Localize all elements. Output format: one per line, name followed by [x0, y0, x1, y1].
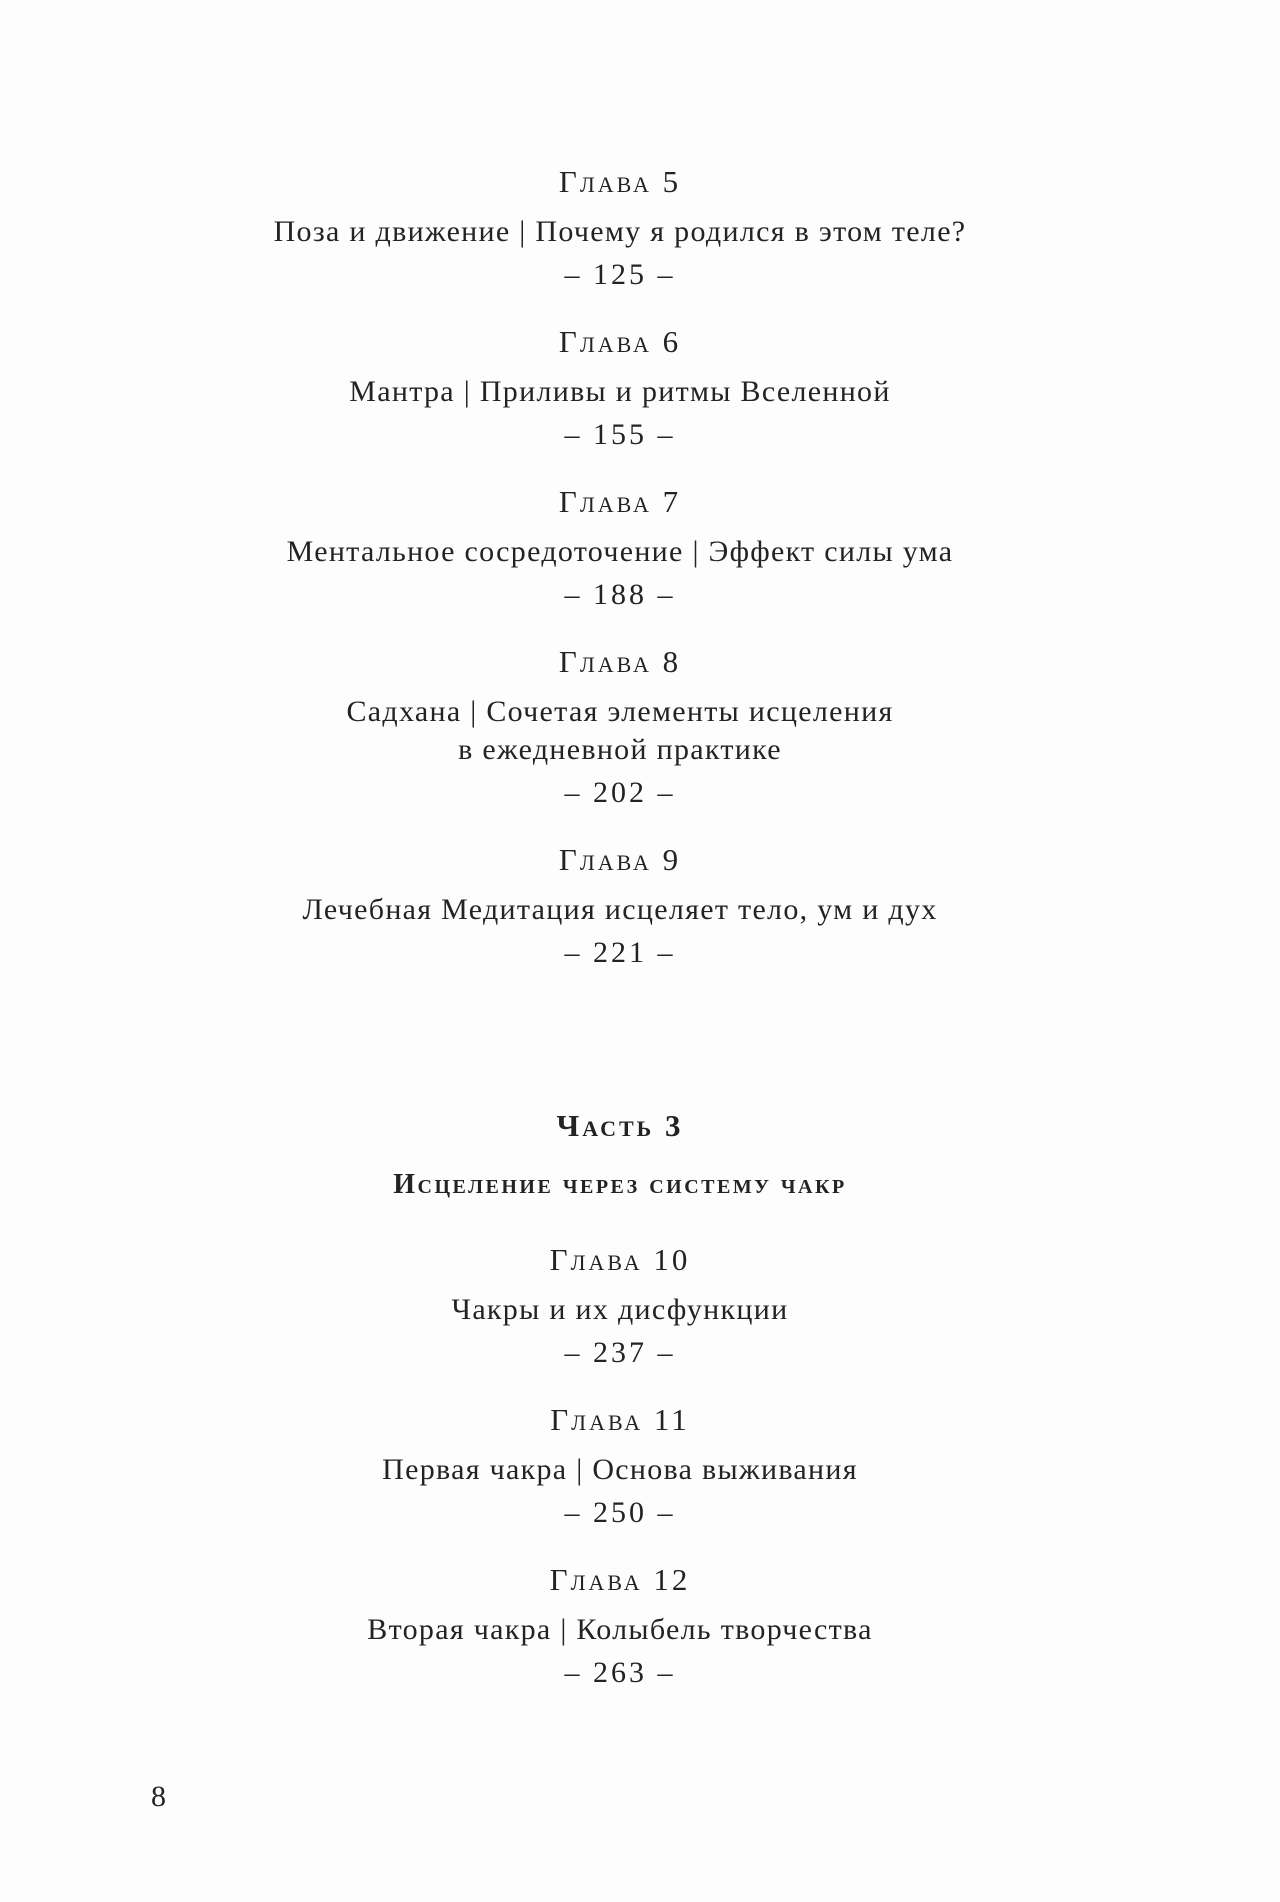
chapter-title — [150, 1451, 1090, 1489]
chapter-heading: Глава 6 — [558, 324, 682, 359]
chapter-heading: Глава 8 — [558, 644, 682, 679]
chapter-list-part2 — [150, 162, 1090, 1000]
chapter-page-ref: – 188 – — [564, 578, 676, 611]
chapter-page-ref: – 250 – — [564, 1496, 676, 1529]
chapter-title — [150, 891, 1090, 929]
chapter-title — [150, 1291, 1090, 1329]
chapter-page-ref: – 155 – — [564, 418, 676, 451]
chapter-heading: Глава 9 — [558, 842, 682, 877]
chapter-title-line: Вторая чакра | Колыбель творчества — [367, 1613, 873, 1646]
chapter-title-line: Мантра | Приливы и ритмы Вселенной — [349, 375, 891, 408]
part-section — [150, 1106, 1090, 1205]
chapter-list-part3 — [150, 1240, 1090, 1720]
toc-chapter-entry — [150, 840, 1090, 973]
chapter-heading: Глава 7 — [558, 484, 682, 519]
toc-chapter-entry — [150, 162, 1090, 295]
table-of-contents — [150, 162, 1090, 1720]
chapter-heading: Глава 11 — [550, 1402, 690, 1437]
chapter-page-ref: – 202 – — [564, 776, 676, 809]
toc-chapter-entry — [150, 1240, 1090, 1373]
chapter-title-line: Чакры и их дисфункции — [451, 1293, 789, 1326]
chapter-title — [150, 533, 1090, 571]
chapter-page-ref: – 263 – — [564, 1656, 676, 1689]
toc-chapter-entry — [150, 322, 1090, 455]
toc-chapter-entry — [150, 642, 1090, 813]
toc-chapter-entry — [150, 482, 1090, 615]
page-number: 8 — [151, 1780, 166, 1813]
chapter-title — [150, 373, 1090, 411]
chapter-title-line: Поза и движение | Почему я родился в этом теле? — [273, 215, 967, 248]
chapter-heading: Глава 10 — [549, 1242, 691, 1277]
chapter-title — [150, 1611, 1090, 1649]
chapter-title-line: Садхана | Сочетая элементы исцеления — [346, 695, 894, 728]
chapter-heading: Глава 12 — [549, 1562, 691, 1597]
chapter-title-line: Первая чакра | Основа выживания — [382, 1453, 858, 1486]
chapter-title — [150, 693, 1090, 769]
chapter-page-ref: – 237 – — [564, 1336, 676, 1369]
chapter-heading: Глава 5 — [558, 164, 682, 199]
chapter-title — [150, 213, 1090, 251]
chapter-title-line: Ментальное сосредоточение | Эффект силы ума — [286, 535, 954, 568]
chapter-title-line: Лечебная Медитация исцеляет тело, ум и дух — [302, 893, 938, 926]
toc-chapter-entry — [150, 1400, 1090, 1533]
chapter-page-ref: – 125 – — [564, 258, 676, 291]
toc-chapter-entry — [150, 1560, 1090, 1693]
chapter-title-line: в ежедневной практике — [458, 733, 782, 766]
part-heading: Часть 3 — [556, 1108, 684, 1143]
part-subtitle: Исцеление через систему чакр — [393, 1169, 847, 1200]
chapter-page-ref: – 221 – — [564, 936, 676, 969]
